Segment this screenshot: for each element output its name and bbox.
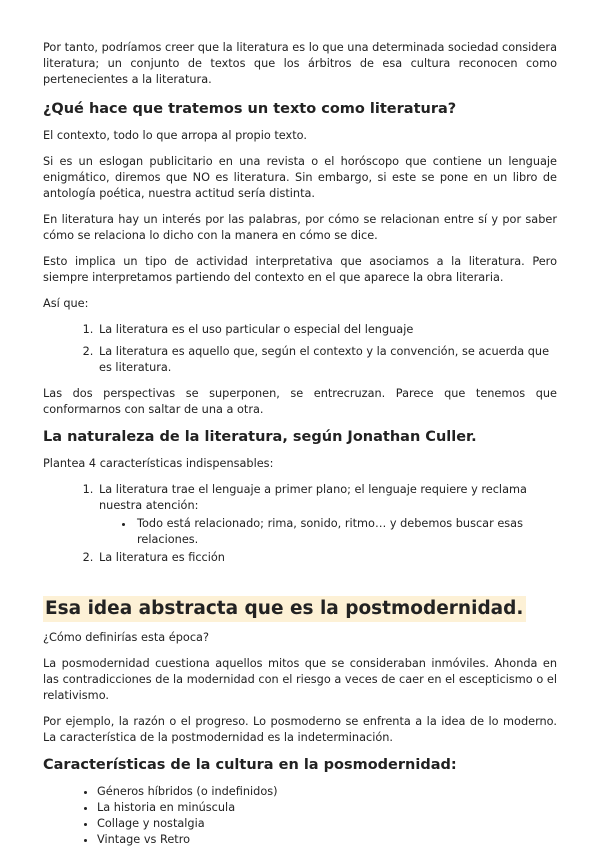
section1-paragraph-4: Esto implica un tipo de actividad interpretativa que asociamos a la literatura. Pero siempre interpretamos partiendo del contexto en el que aparece la obra literaria. (43, 255, 557, 284)
section1-list (43, 322, 557, 376)
list-item: • La historia en minúscula (97, 800, 557, 816)
list-item: • Vintage vs Retro (97, 832, 557, 848)
section3-subheading: Características de la cultura en la posmodernidad: (43, 757, 457, 773)
list-item: 2. La literatura es ficción (97, 550, 557, 566)
intro-paragraph: Por tanto, podríamos creer que la literatura es lo que una determinada sociedad considera literatura; un conjunto de textos que los árbitros de esa cultura reconocen como pertenecientes a la literatura. (43, 41, 557, 86)
section2-list (43, 482, 557, 566)
section2-lead: Plantea 4 características indispensables: (43, 457, 274, 470)
section3-title: Esa idea abstracta que es la postmodernidad. (43, 596, 526, 622)
list-item: • Collage y nostalgia (97, 816, 557, 832)
sub-list-item: • Todo está relacionado; rima, sonido, ritmo… y debemos buscar esas relaciones. (135, 516, 557, 548)
section3-bullets (43, 784, 557, 848)
sub-list (99, 516, 557, 548)
section3-question: ¿Cómo definirías esta época? (43, 631, 209, 644)
section1-paragraph-2: Si es un eslogan publicitario en una revista o el horóscopo que contiene un lenguaje enigmático, diremos que NO es literatura. Sin embargo, si este se pone en un libro de antología poética, nuestra actitud sería distinta. (43, 155, 557, 200)
section1-paragraph-1: El contexto, todo lo que arropa al propio texto. (43, 129, 307, 142)
list-item-text: La literatura trae el lenguaje a primer plano; el lenguaje requiere y reclama nuestra atención: (99, 483, 527, 512)
list-item: 1. La literatura es el uso particular o especial del lenguaje (97, 322, 557, 338)
section3-paragraph-2: Por ejemplo, la razón o el progreso. Lo posmoderno se enfrenta a la idea de lo moderno. La característica de la postmodernidad es la indeterminación. (43, 715, 557, 744)
section1-paragraph-5: Así que: (43, 297, 89, 310)
section1-paragraph-3: En literatura hay un interés por las palabras, por cómo se relacionan entre sí y por saber cómo se relaciona lo dicho con la manera en cómo se dice. (43, 213, 557, 242)
section2-heading: La naturaleza de la literatura, según Jonathan Culler. (43, 429, 477, 445)
section1-closing: Las dos perspectivas se superponen, se entrecruzan. Parece que tenemos que conformarnos con saltar de una a otra. (43, 387, 557, 416)
list-item: 2. La literatura es aquello que, según el contexto y la convención, se acuerda que es literatura. (97, 344, 557, 376)
list-item: • Géneros híbridos (o indefinidos) (97, 784, 557, 800)
list-item (97, 482, 557, 548)
section1-heading: ¿Qué hace que tratemos un texto como literatura? (43, 101, 457, 117)
section3-paragraph-1: La posmodernidad cuestiona aquellos mitos que se consideraban inmóviles. Ahonda en las contradicciones de la modernidad con el riesgo a veces de caer en el escepticismo o el relativismo. (43, 657, 557, 702)
